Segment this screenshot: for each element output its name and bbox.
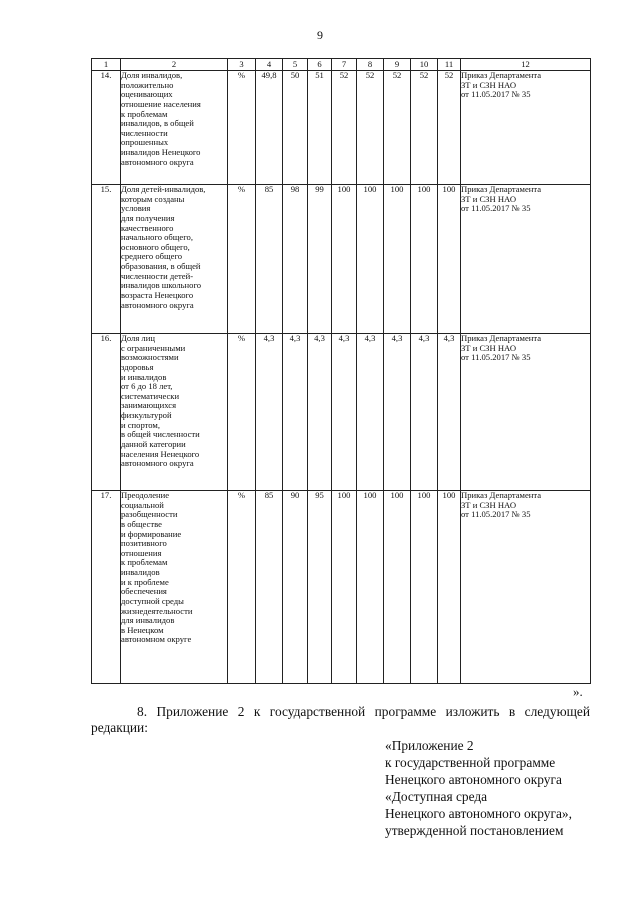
indicators-table [91, 58, 591, 684]
closing-quote-mark: ». [573, 684, 583, 699]
column-header: 7 [332, 59, 357, 71]
column-header: 6 [308, 59, 332, 71]
value-cell: 100 [384, 185, 411, 334]
value-cell: 52 [411, 71, 438, 185]
unit-cell: % [228, 71, 256, 185]
value-cell: 100 [357, 185, 384, 334]
unit-cell: % [228, 491, 256, 684]
value-cell: 4,3 [332, 334, 357, 491]
value-cell: 95 [308, 491, 332, 684]
source-document: Приказ Департамента ЗТ и СЗН НАО от 11.05.2017 № 35 [461, 334, 591, 491]
appendix-line: Ненецкого автономного округа [385, 772, 562, 787]
row-number: 16. [92, 334, 121, 491]
value-cell: 52 [438, 71, 461, 185]
value-cell: 52 [357, 71, 384, 185]
table-row [92, 185, 591, 334]
amendment-paragraph: 8. Приложение 2 к государственной программе изложить в следующей редакции: [91, 704, 590, 735]
value-cell: 99 [308, 185, 332, 334]
source-document: Приказ Департамента ЗТ и СЗН НАО от 11.05.2017 № 35 [461, 491, 591, 684]
value-cell: 100 [332, 185, 357, 334]
value-cell: 100 [384, 491, 411, 684]
value-cell: 4,3 [357, 334, 384, 491]
indicator-name: Доля инвалидов, положительно оценивающих отношение населения к проблемам инвалидов, в общей численности опрошенных инвалидов Ненецкого автономного округа [121, 71, 228, 185]
appendix-line: к государственной программе [385, 755, 556, 770]
value-cell: 4,3 [384, 334, 411, 491]
appendix-line: Ненецкого автономного округа», [385, 806, 572, 821]
column-header: 10 [411, 59, 438, 71]
table-row [92, 71, 591, 185]
value-cell: 100 [438, 185, 461, 334]
value-cell: 4,3 [438, 334, 461, 491]
column-header: 12 [461, 59, 591, 71]
value-cell: 100 [411, 491, 438, 684]
appendix-line: утвержденной постановлением [385, 823, 564, 838]
column-header: 2 [121, 59, 228, 71]
table-row [92, 334, 591, 491]
value-cell: 50 [283, 71, 308, 185]
column-header: 9 [384, 59, 411, 71]
row-number: 17. [92, 491, 121, 684]
unit-cell: % [228, 334, 256, 491]
value-cell: 98 [283, 185, 308, 334]
column-header: 1 [92, 59, 121, 71]
table-row [92, 491, 591, 684]
column-header: 4 [256, 59, 283, 71]
appendix-line: «Доступная среда [385, 789, 488, 804]
unit-cell: % [228, 185, 256, 334]
source-document: Приказ Департамента ЗТ и СЗН НАО от 11.05.2017 № 35 [461, 185, 591, 334]
column-header: 11 [438, 59, 461, 71]
value-cell: 100 [438, 491, 461, 684]
table-header-row [92, 59, 591, 71]
column-header: 8 [357, 59, 384, 71]
indicator-name: Доля детей-инвалидов, которым созданы условия для получения качественного начального общего, основного общего, среднего общего образования, в общей численности детей- инвалидов школьного возраста Ненецкого автономного округа [121, 185, 228, 334]
column-header: 5 [283, 59, 308, 71]
value-cell: 100 [411, 185, 438, 334]
value-cell: 85 [256, 491, 283, 684]
value-cell: 90 [283, 491, 308, 684]
value-cell: 100 [332, 491, 357, 684]
row-number: 15. [92, 185, 121, 334]
appendix-heading-block [385, 737, 605, 839]
indicator-name: Доля лиц с ограниченными возможностями здоровья и инвалидов от 6 до 18 лет, систематически занимающихся физкультурой и спортом, в общей численности данной категории населения Ненецкого автономного округа [121, 334, 228, 491]
indicator-name: Преодоление социальной разобщенности в обществе и формирование позитивного отношения к проблемам инвалидов и к проблеме обеспечения доступной среды жизнедеятельности для инвалидов в Ненецком автономном округе [121, 491, 228, 684]
value-cell: 52 [332, 71, 357, 185]
value-cell: 4,3 [411, 334, 438, 491]
value-cell: 100 [357, 491, 384, 684]
appendix-line: «Приложение 2 [385, 738, 474, 753]
source-document: Приказ Департамента ЗТ и СЗН НАО от 11.05.2017 № 35 [461, 71, 591, 185]
value-cell: 49,8 [256, 71, 283, 185]
value-cell: 85 [256, 185, 283, 334]
value-cell: 4,3 [308, 334, 332, 491]
value-cell: 51 [308, 71, 332, 185]
value-cell: 4,3 [283, 334, 308, 491]
row-number: 14. [92, 71, 121, 185]
column-header: 3 [228, 59, 256, 71]
value-cell: 52 [384, 71, 411, 185]
value-cell: 4,3 [256, 334, 283, 491]
page-number: 9 [317, 28, 323, 42]
